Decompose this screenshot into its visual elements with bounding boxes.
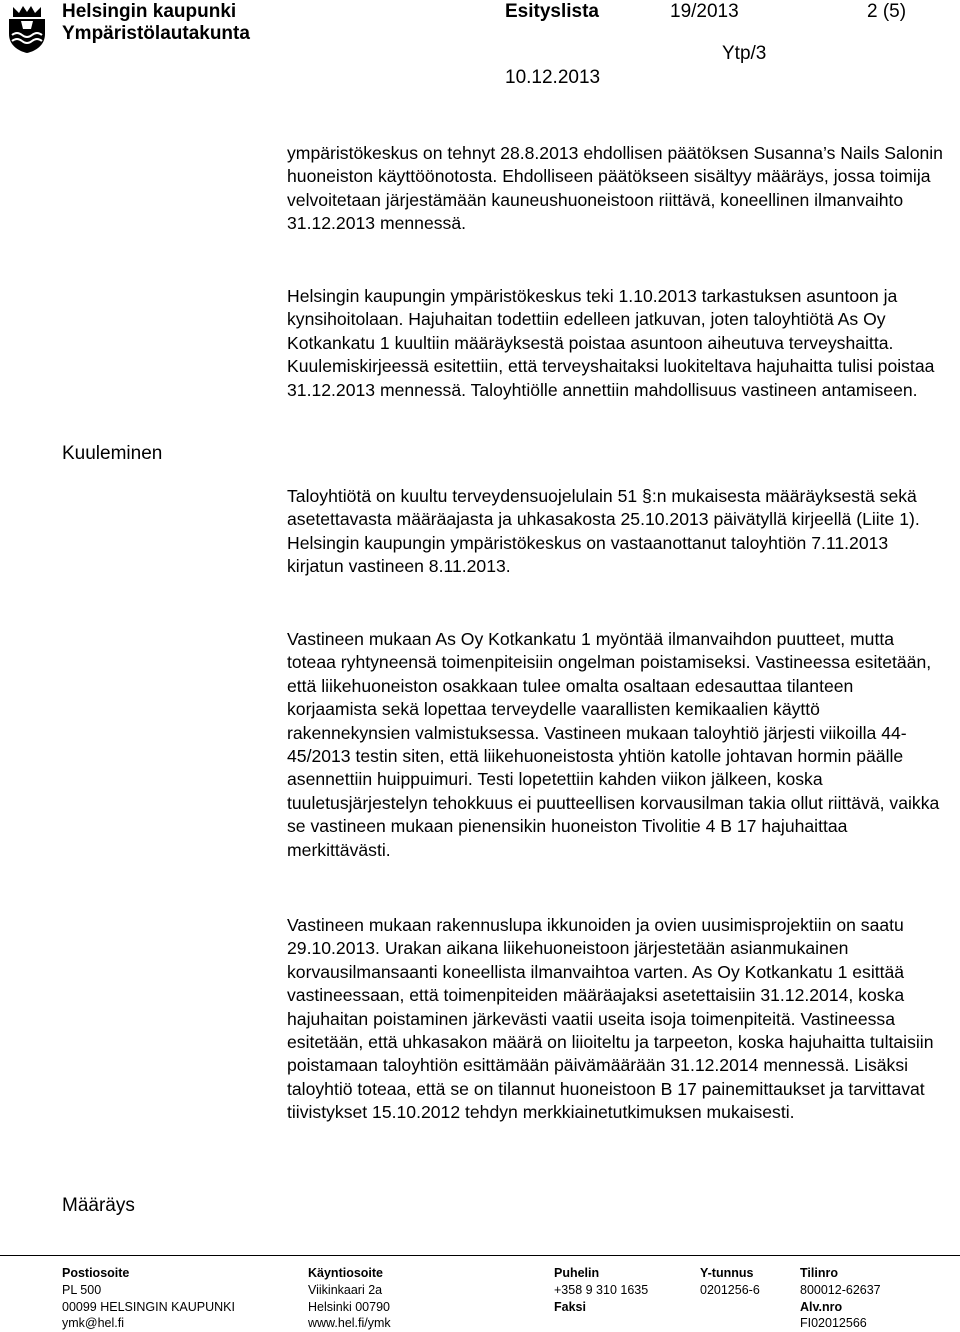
dept-name: Ympäristölautakunta [62, 23, 250, 44]
paragraph-4: Vastineen mukaan As Oy Kotkankatu 1 myöntää ilmanvaihdon puutteet, mutta toteaa ryhtyneensä toimenpiteisiin ongelman poistamiseksi. Vastineessa esitetään, että liikehuoneiston osakkaan tulee omalta osaltaan edesauttaa tilanteen korjaamista sekä lopettaa terveydelle vaarallisten kemikaalien käyttö rakennekynsien valmistuksessa. Vastineen mukaan taloyhtiö järjesti viikoilla 44-45/2013 testin siten, että liikehuoneistosta yhtiön katolle johtavan hormin päälle asennettiin huippuimuri. Testi lopetettiin kahden viikon jälkeen, koska tuuletusjärjestelyn tehokkuus ei puutteellisen korvausilman takia ollut riittävä, vaikka se vastineen mukaan pienensikin huoneiston Tivolitie 4 B 17 hajuhaittaa merkittävästi. [287, 629, 940, 860]
footer-ytunnus-label: Y-tunnus [700, 1266, 754, 1280]
section-heading-maarays: Määräys [62, 1195, 135, 1216]
footer-kayntiosoite-line-1: Viikinkaari 2a [308, 1283, 383, 1297]
footer-tilinro-label: Tilinro [800, 1266, 838, 1280]
doc-type: Esityslista [505, 1, 599, 22]
footer-postiosoite-label: Postiosoite [62, 1266, 130, 1280]
paragraph-3: Taloyhtiötä on kuultu terveydensuojelulain 51 §:n mukaisesta määräyksestä sekä asetettavasta määräajasta ja uhkasakosta 25.10.2013 päivätyllä kirjeellä (Liite 1). Helsingin kaupungin ympäristökeskus on vastaanottanut taloyhtiön 7.11.2013 kirjatun vastineen 8.11.2013. [287, 486, 920, 577]
footer-puhelin-value: +358 9 310 1635 [554, 1283, 649, 1297]
meeting-date: 10.12.2013 [505, 67, 601, 88]
helsinki-crest-logo [4, 4, 50, 54]
footer-divider [0, 1255, 960, 1256]
footer-postiosoite-line-1: PL 500 [62, 1283, 102, 1297]
footer-alvnro-label: Alv.nro [800, 1300, 843, 1314]
paragraph-2: Helsingin kaupungin ympäristökeskus teki 1.10.2013 tarkastuksen asuntoon ja kynsihoitolaan. Hajuhaitan todettiin edelleen jatkuvan, joten taloyhtiötä As Oy Kotkankatu 1 kuultiin määräyksestä poistaa asuntoon aiheutuva terveyshaitta. Kuulemiskirjeessä esitettiin, että terveyshaitaksi luokiteltava hajuhaitta tulisi poistaa 31.12.2013 mennessä. Taloyhtiölle annettiin mahdollisuus vastineen antamiseen. [287, 286, 935, 400]
paragraph-1: ympäristökeskus on tehnyt 28.8.2013 ehdollisen päätöksen Susanna’s Nails Salonin huoneiston käyttöönotosta. Ehdolliseen päätökseen sisältyy määräys, jossa toimija velvoitetaan järjestämään kauneushuoneistoon riittävä, koneellinen ilmanvaihto 31.12.2013 mennessä. [287, 143, 943, 234]
footer-faksi-label: Faksi [554, 1300, 586, 1314]
org-name: Helsingin kaupunki [62, 1, 237, 22]
footer-website: www.hel.fi/ymk [308, 1316, 391, 1330]
item-reference: Ytp/3 [722, 43, 767, 64]
footer-kayntiosoite-line-2: Helsinki 00790 [308, 1300, 390, 1314]
footer-postiosoite-line-2: 00099 HELSINGIN KAUPUNKI [62, 1300, 235, 1314]
section-heading-kuuleminen: Kuuleminen [62, 443, 163, 464]
page-number: 2 (5) [867, 1, 907, 22]
paragraph-5: Vastineen mukaan rakennuslupa ikkunoiden ja ovien uusimisprojektiin on saatu 29.10.2013. Urakan aikana liikehuoneistoon järjestetään asianmukainen korvausilmansaanti koneellista ilmanvaihtoa varten. As Oy Kotkankatu 1 esittää vastineessaan, että toimenpiteiden määräajaksi asetettaisiin 31.12.2014, koska hajuhaitan poistaminen järkevästi vaatii useita isoja toimenpiteitä. Vastineessa esitetään, että uhkasakon määrä on liioiteltu ja tarpeeton, koska hajuhaitta tultaisiin poistamaan taloyhtiön esittämään päivämäärään 31.12.2014 mennessä. Lisäksi taloyhtiö toteaa, että se on tilannut huoneistoon B 17 painemittaukset ja tarvittavat tiivistykset 15.10.2012 tehdyn merkkiainetutkimuksen mukaisesti. [287, 915, 934, 1123]
doc-number: 19/2013 [670, 1, 739, 22]
footer-puhelin-label: Puhelin [554, 1266, 600, 1280]
footer-kayntiosoite-label: Käyntiosoite [308, 1266, 384, 1280]
footer-tilinro-value: 800012-62637 [800, 1283, 881, 1297]
footer-alvnro-value: FI02012566 [800, 1316, 867, 1330]
footer-ytunnus-value: 0201256-6 [700, 1283, 760, 1297]
footer-email: ymk@hel.fi [62, 1316, 125, 1330]
